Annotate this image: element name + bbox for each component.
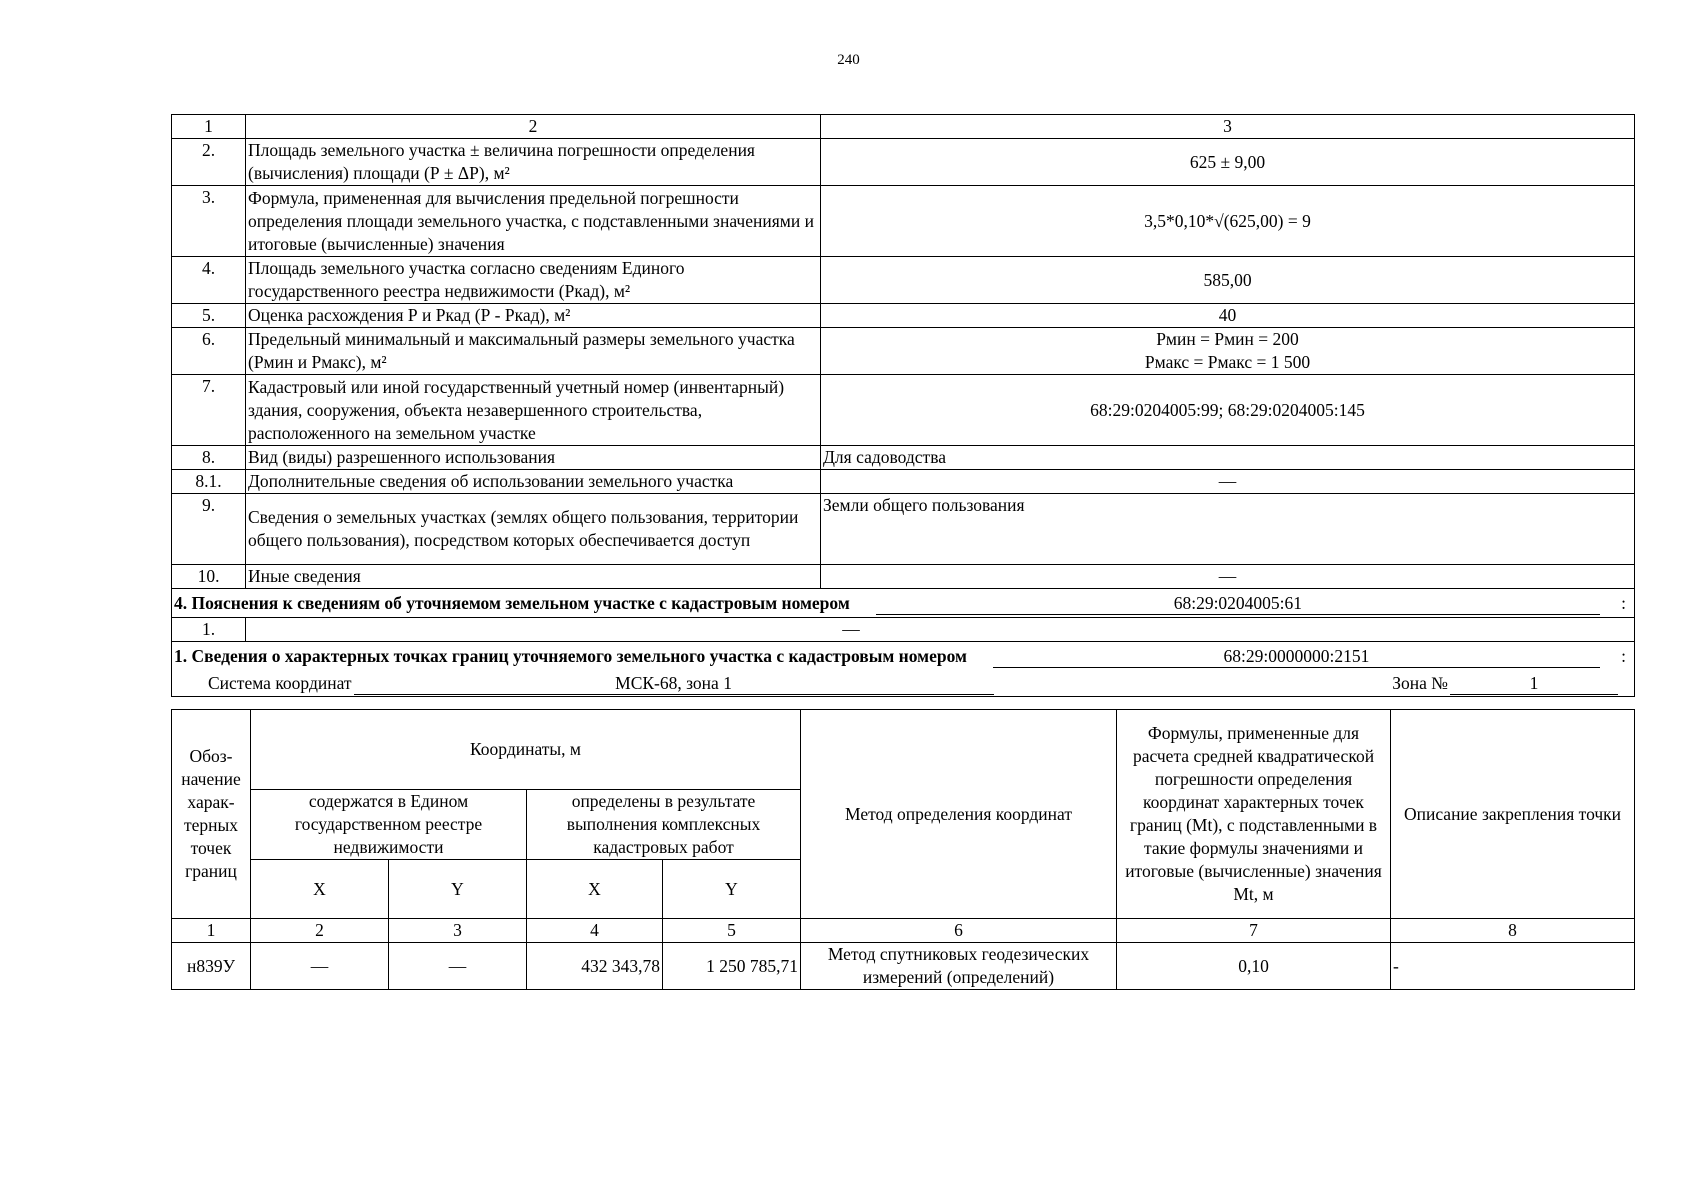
coordinate-system-row — [172, 670, 1635, 697]
col-number: 2 — [251, 919, 389, 943]
row-number: 8.1. — [172, 470, 246, 494]
row-value: 3,5*0,10*√(625,00) = 9 — [821, 186, 1635, 257]
section-1-heading — [172, 642, 1635, 671]
y-ckr-header: Y — [663, 860, 801, 919]
row-label: Кадастровый или иной государственный учетный номер (инвентарный) здания, сооружения, объекта незавершенного строительства, расположенного на земельном участке — [246, 375, 821, 446]
row-number: 6. — [172, 328, 246, 375]
row-number: 10. — [172, 565, 246, 589]
col-number: 3 — [389, 919, 527, 943]
col-number: 8 — [1391, 919, 1635, 943]
row-value: — — [821, 565, 1635, 589]
table-row — [172, 304, 1635, 328]
row-number: 9. — [172, 494, 246, 565]
table-row — [172, 139, 1635, 186]
col-number: 5 — [663, 919, 801, 943]
row-number: 2. — [172, 139, 246, 186]
row-value: 585,00 — [821, 257, 1635, 304]
zone-value: 1 — [1450, 672, 1618, 695]
formula-header: Формулы, примененные для расчета средней квадратической погрешности определения координат характерных точек границ (Mt), с подставленными в такие формулы значениями и итоговые (вычисленные) значения Mt, м — [1117, 710, 1391, 919]
table-row — [172, 257, 1635, 304]
x-ckr-value: 432 343,78 — [527, 943, 663, 990]
land-plot-info-table — [171, 114, 1635, 697]
row-label: Оценка расхождения Р и Ркад (Р - Ркад), м² — [246, 304, 821, 328]
fixing-description-value: - — [1391, 943, 1635, 990]
row-value — [821, 328, 1635, 375]
table-row — [172, 328, 1635, 375]
coordinate-system-label: Система координат — [208, 672, 352, 693]
page-number: 240 — [837, 52, 860, 68]
point-designation-header: Обоз-начение харак-терных точек границ — [172, 710, 251, 919]
section-1-title: 1. Сведения о характерных точках границ уточняемого земельного участка с кадастровым номером — [174, 645, 967, 666]
row-number: 8. — [172, 446, 246, 470]
row-value: 68:29:0204005:99; 68:29:0204005:145 — [821, 375, 1635, 446]
row-label: Предельный минимальный и максимальный размеры земельного участка (Рмин и Рмакс), м² — [246, 328, 821, 375]
row-value: — — [821, 470, 1635, 494]
section-4-colon: : — [1621, 592, 1626, 613]
mt-value: 0,10 — [1117, 943, 1391, 990]
row-value: 625 ± 9,00 — [821, 139, 1635, 186]
row-label: Сведения о земельных участках (землях общего пользования, территории общего пользования), посредством которых обеспечивается доступ — [246, 494, 821, 565]
table-row — [172, 494, 1635, 565]
row-value: Земли общего пользования — [821, 494, 1635, 565]
row-number: 5. — [172, 304, 246, 328]
method-header: Метод определения координат — [801, 710, 1117, 919]
y-ckr-value: 1 250 785,71 — [663, 943, 801, 990]
header-col-3: 3 — [821, 115, 1635, 139]
zone-label: Зона № — [1392, 672, 1448, 693]
row-label: Вид (виды) разрешенного использования — [246, 446, 821, 470]
table-row — [172, 446, 1635, 470]
table-row — [172, 565, 1635, 589]
row-value: Для садоводства — [821, 446, 1635, 470]
row-number: 3. — [172, 186, 246, 257]
method-value: Метод спутниковых геодезических измерений (определений) — [801, 943, 1117, 990]
egrn-coordinates-header: содержатся в Едином государственном реестре недвижимости — [251, 790, 527, 860]
row-number: 7. — [172, 375, 246, 446]
table-row — [172, 375, 1635, 446]
column-numbers-row — [172, 919, 1635, 943]
section-4-row — [172, 618, 1635, 642]
row-label: Площадь земельного участка согласно сведениям Единого государственного реестра недвижимости (Ркад), м² — [246, 257, 821, 304]
col-number: 6 — [801, 919, 1117, 943]
fixing-description-header: Описание закрепления точки — [1391, 710, 1635, 919]
row-label: Иные сведения — [246, 565, 821, 589]
row-label: Площадь земельного участка ± величина погрешности определения (вычисления) площади (Р ± ΔР), м² — [246, 139, 821, 186]
header-col-2: 2 — [246, 115, 821, 139]
y-egrn-value: — — [389, 943, 527, 990]
ckr-coordinates-header: определены в результате выполнения комплексных кадастровых работ — [527, 790, 801, 860]
x-egrn-value: — — [251, 943, 389, 990]
section-4-title: 4. Пояснения к сведениям об уточняемом земельном участке с кадастровым номером — [174, 592, 850, 613]
max-area-value: Рмакс = Рмакс = 1 500 — [1144, 352, 1311, 372]
header-col-1: 1 — [172, 115, 246, 139]
x-egrn-header: X — [251, 860, 389, 919]
table-row — [172, 186, 1635, 257]
section-1-colon: : — [1621, 645, 1626, 666]
boundary-points-table — [171, 709, 1635, 990]
row-number: 4. — [172, 257, 246, 304]
col-number: 7 — [1117, 919, 1391, 943]
coordinate-system-value: МСК-68, зона 1 — [354, 672, 994, 695]
coordinates-header: Координаты, м — [251, 710, 801, 790]
min-area-value: Рмин = Рмин = 200 — [1156, 329, 1299, 349]
section-1-cadastral-number: 68:29:0000000:2151 — [993, 645, 1600, 668]
table-header-row — [172, 115, 1635, 139]
row-value: 40 — [821, 304, 1635, 328]
y-egrn-header: Y — [389, 860, 527, 919]
table-row — [172, 943, 1635, 990]
col-number: 4 — [527, 919, 663, 943]
point-designation: н839У — [172, 943, 251, 990]
row-label: Дополнительные сведения об использовании земельного участка — [246, 470, 821, 494]
section-4-cadastral-number: 68:29:0204005:61 — [876, 592, 1600, 615]
col-number: 1 — [172, 919, 251, 943]
row-value: — — [246, 618, 1635, 642]
row-label: Формула, примененная для вычисления предельной погрешности определения площади земельного участка, с подставленными значениями и итоговые (вычисленные) значения — [246, 186, 821, 257]
x-ckr-header: X — [527, 860, 663, 919]
table-row — [172, 470, 1635, 494]
section-4-heading — [172, 589, 1635, 618]
row-number: 1. — [172, 618, 246, 642]
